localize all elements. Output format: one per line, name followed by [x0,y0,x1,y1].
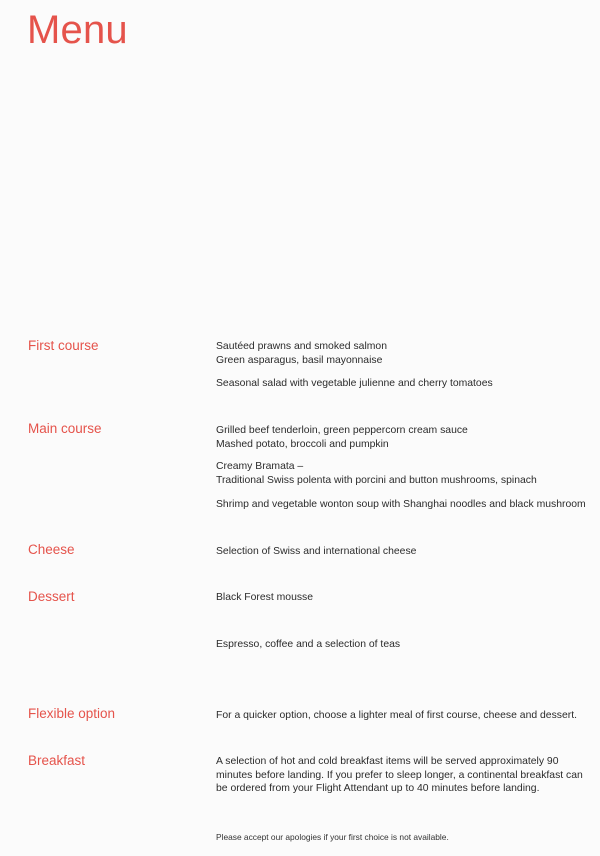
section-label-breakfast: Breakfast [28,753,86,768]
menu-item [216,460,537,487]
section-label-dessert: Dessert [28,589,75,604]
menu-item [216,638,400,652]
menu-item-line: Mashed potato, broccoli and pumpkin [216,438,389,450]
menu-item-line: Selection of Swiss and international cheese [216,546,417,557]
menu-item [216,377,493,391]
footer-note: Please accept our apologies if your first choice is not available. [216,832,449,842]
menu-item [216,340,387,367]
menu-item-line: Grilled beef tenderloin, green peppercorn cream sauce [216,425,468,436]
menu-item-line: Sautéed prawns and smoked salmon [216,341,387,352]
menu-item [216,755,583,796]
menu-item [216,709,577,723]
menu-item-line: be ordered from your Flight Attendant up to 40 minutes before landing. [216,783,540,794]
page-title: Menu [27,8,128,52]
menu-item [216,591,313,605]
menu-item-line: Traditional Swiss polenta with porcini and button mushrooms, spinach [216,474,537,486]
section-label-first-course: First course [28,338,99,353]
menu-item-line: Green asparagus, basil mayonnaise [216,354,383,366]
menu-item-line: Espresso, coffee and a selection of teas [216,639,401,650]
menu-item [216,498,586,512]
menu-item [216,424,468,451]
menu-item-line: minutes before landing. If you prefer to sleep longer, a continental breakfast can [216,769,583,781]
menu-item-line: Shrimp and vegetable wonton soup with Shanghai noodles and black mushroom [216,499,586,510]
menu-item-line: Creamy Bramata – [216,461,304,472]
menu-item-line: Black Forest mousse [216,592,314,603]
section-label-main-course: Main course [28,421,102,436]
section-label-cheese: Cheese [28,542,75,557]
section-label-flexible-option: Flexible option [28,706,116,721]
menu-item [216,545,416,559]
menu-item-line: For a quicker option, choose a lighter meal of first course, cheese and dessert. [216,710,577,721]
menu-item-line: A selection of hot and cold breakfast items will be served approximately 90 [216,756,559,767]
menu-item-line: Seasonal salad with vegetable julienne and cherry tomatoes [216,378,493,389]
